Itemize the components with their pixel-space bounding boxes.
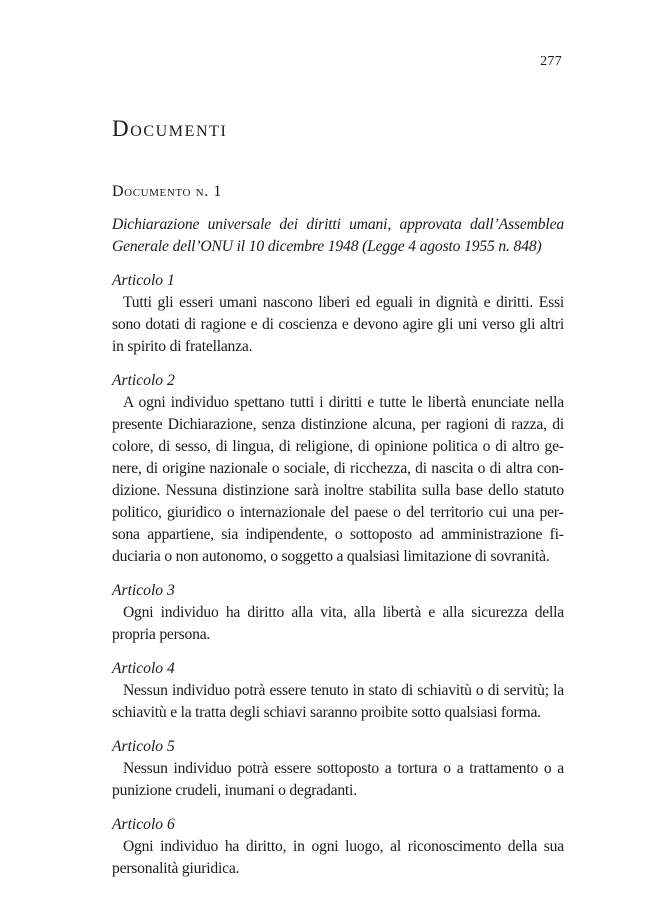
article-title: Articolo 5 (112, 738, 175, 755)
article-3 (112, 580, 564, 646)
article-text: Nessun individuo potrà essere tenuto in stato di schiavitù o di servitù; la schiavitù e la tratta degli schiavi saranno proibite sotto qualsiasi forma. (112, 682, 564, 721)
article-title: Articolo 2 (112, 372, 175, 389)
article-title: Articolo 4 (112, 660, 175, 677)
article-text: Tutti gli esseri umani nascono liberi ed eguali in dignità e diritti. Essi sono dotati di ragione e di coscienza e devono agire gli uni verso gli altri in spirito di fratellanza. (112, 294, 564, 355)
article-text: Nessun individuo potrà essere sottoposto a tortura o a trattamento o a punizione crudeli, inumani o degradanti. (112, 760, 564, 799)
article-text: Ogni individuo ha diritto, in ogni luogo, al riconoscimento della sua personalità giuridica. (112, 838, 564, 877)
article-5 (112, 736, 564, 802)
article-1 (112, 270, 564, 358)
article-text: A ogni individuo spettano tutti i diritti e tutte le libertà enunciate nella presente Dichiarazione, senza distinzione alcuna, per ragioni di razza, di colore, di sesso, di lingua, di religione, di opinione politica o di altro genere, di origine nazionale o sociale, di ricchezza, di nascita o di altra condizione. Nessuna distinzione sarà inoltre stabilita sulla base dello statuto politico, giuridico o internazionale del paese o del territorio cui una persona appartiene, sia indipendente, o sottoposto ad amministrazione fiduciaria o non autonomo, o soggetto a qualsiasi limitazione di sovranità. (112, 394, 564, 565)
article-title: Articolo 6 (112, 816, 175, 833)
chapter-title: Documenti (112, 116, 228, 141)
document-heading: Documento n. 1 (112, 183, 223, 200)
article-4 (112, 658, 564, 724)
article-2 (112, 370, 564, 568)
article-text: Ogni individuo ha diritto alla vita, alla libertà e alla sicurezza della propria persona. (112, 604, 564, 643)
document-subtitle: Dichiarazione universale dei diritti umani, approvata dall’Assemblea Generale dell’ONU il 10 dicembre 1948 (Legge 4 agosto 1955 n. 848) (112, 216, 564, 255)
article-title: Articolo 3 (112, 582, 175, 599)
article-title: Articolo 1 (112, 272, 175, 289)
page-number: 277 (540, 54, 562, 69)
article-6 (112, 814, 564, 880)
document-content (112, 181, 564, 880)
